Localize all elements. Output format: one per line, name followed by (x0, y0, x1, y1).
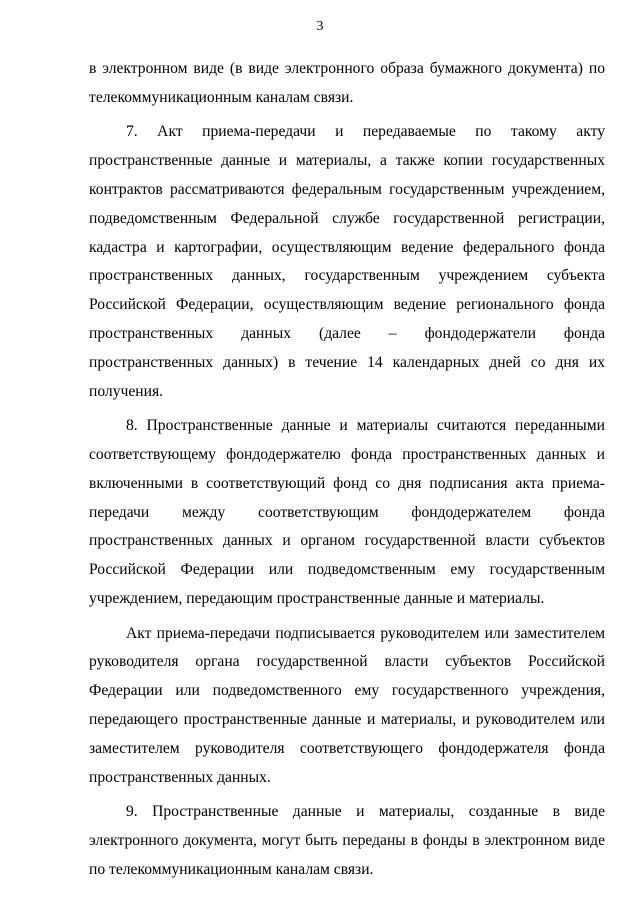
paragraph-continuation: в электронном виде (в виде электронного образа бумажного документа) по телекоммуникационным каналам связи. (89, 60, 605, 106)
paragraph-7: 7. Акт приема-передачи и передаваемые по такому акту пространственные данные и материалы, а также копии государственных контрактов рассматриваются федеральным государственным учреждением, подведомственным Федеральной службе государственной регистрации, кадастра и картографии, осуществляющим ведение федерального фонда пространственных данных, государственным учреждением субъекта Российской Федерации, осуществляющим ведение регионального фонда пространственных данных (далее – фондодержатели фонда пространственных данных) в течение 14 календарных дней со дня их получения. (89, 123, 605, 400)
document-body (89, 55, 605, 885)
page-number: 3 (316, 19, 324, 34)
paragraph-8-signing: Акт приема-передачи подписывается руководителем или заместителем руководителя органа государственной власти субъектов Российской Федерации или подведомственного ему государственного учреждения, передающего пространственные данные и материалы, и руководителем или заместителем руководителя соответствующего фондодержателя фонда пространственных данных. (89, 624, 605, 786)
paragraph-9: 9. Пространственные данные и материалы, созданные в виде электронного документа, могут быть переданы в фонды в электронном виде по телекоммуникационным каналам связи. (89, 803, 605, 878)
paragraph-8: 8. Пространственные данные и материалы считаются переданными соответствующему фондодержателю фонда пространственных данных и включенными в соответствующий фонд со дня подписания акта приема-передачи между соответствующим фондодержателем фонда пространственных данных и органом государственной власти субъектов Российской Федерации или подведомственным ему государственным учреждением, передающим пространственные данные и материалы. (89, 417, 605, 607)
